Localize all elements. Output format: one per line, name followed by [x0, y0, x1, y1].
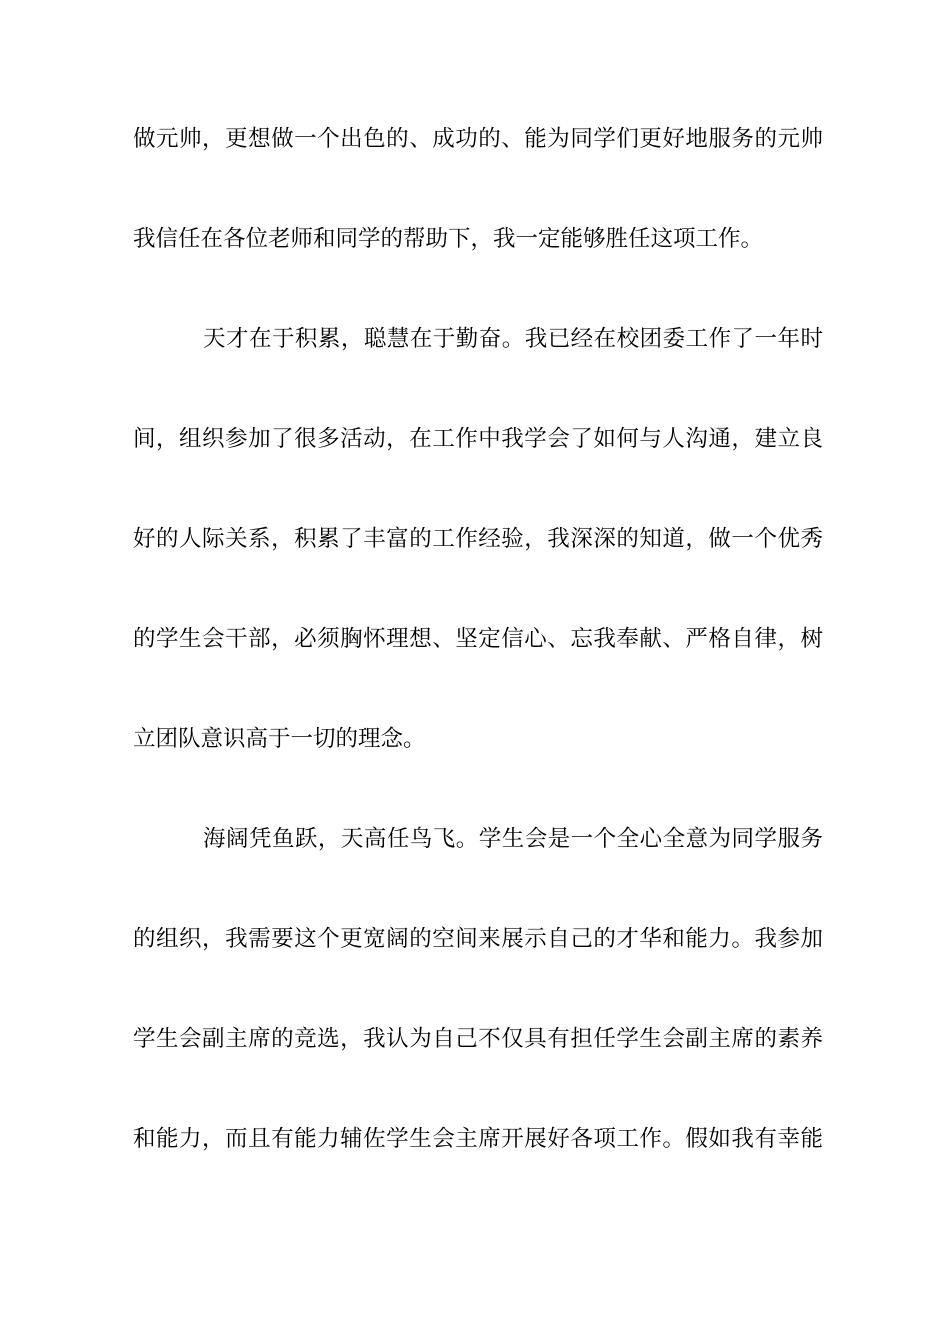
text-line: 和能力，而且有能力辅佐学生会主席开展好各项工作。假如我有幸能	[133, 1126, 823, 1152]
text-line: 的学生会干部，必须胸怀理想、坚定信心、忘我奉献、严格自律，树	[133, 626, 823, 652]
text-line: 间，组织参加了很多活动，在工作中我学会了如何与人沟通，建立良	[133, 426, 823, 452]
text-line: 学生会副主席的竞选，我认为自己不仅具有担任学生会副主席的素养	[133, 1026, 823, 1052]
text-line: 天才在于积累，聪慧在于勤奋。我已经在校团委工作了一年时	[203, 326, 823, 352]
text-line: 好的人际关系，积累了丰富的工作经验，我深深的知道，做一个优秀	[133, 526, 823, 552]
text-line: 的组织，我需要这个更宽阔的空间来展示自己的才华和能力。我参加	[133, 926, 823, 952]
text-line: 立团队意识高于一切的理念。	[133, 726, 426, 752]
text-line: 我信任在各位老师和同学的帮助下，我一定能够胜任这项工作。	[133, 226, 764, 252]
text-line: 做元帅，更想做一个出色的、成功的、能为同学们更好地服务的元帅	[133, 126, 823, 152]
text-line: 海阔凭鱼跃，天高任鸟飞。学生会是一个全心全意为同学服务	[203, 826, 823, 852]
